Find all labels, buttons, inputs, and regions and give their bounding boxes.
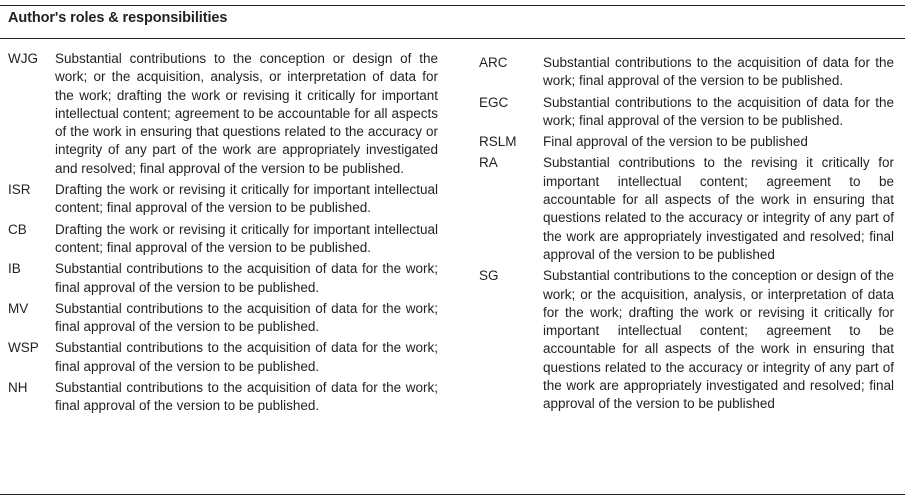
- author-initials: IB: [8, 261, 21, 277]
- author-contribution: Substantial contributions to the acquisition of data for the work; final approval of the version to be published.: [55, 380, 438, 414]
- author-contribution: Drafting the work or revising it critically for important intellectual content; final approval of the version to be published.: [55, 182, 438, 216]
- author-initials: ISR: [8, 182, 31, 198]
- author-contribution: Substantial contributions to the acquisition of data for the work; final approval of the version to be published.: [55, 300, 438, 335]
- author-initials: RA: [479, 155, 498, 171]
- author-initials: ARC: [479, 55, 508, 70]
- left-column: [8, 50, 438, 419]
- author-contribution: Substantial contributions to the acquisition of data for the work; final approval of the version to be published.: [543, 94, 894, 128]
- author-entry-wsp: [8, 339, 438, 376]
- top-rule: [0, 5, 905, 6]
- author-initials: SG: [479, 268, 499, 284]
- author-entry-rslm: [479, 133, 894, 151]
- right-column: [479, 50, 894, 417]
- author-contribution: Substantial contributions to the acquisition of data for the work; final approval of the version to be published.: [55, 261, 438, 295]
- author-entry-ib: [8, 260, 438, 297]
- author-initials: RSLM: [479, 134, 517, 150]
- author-entry-ra: [479, 154, 894, 264]
- section-heading: Author's roles & responsibilities: [8, 10, 228, 26]
- author-entry-isr: [8, 181, 438, 218]
- author-contribution: Substantial contributions to the acquisition of data for the work; final approval of the version to be published.: [55, 340, 438, 374]
- author-initials: WJG: [8, 51, 38, 66]
- author-entry-sg: [479, 267, 894, 413]
- author-entry-egc: [479, 94, 894, 131]
- author-initials: EGC: [479, 94, 509, 110]
- author-contribution: Substantial contributions to the conception or design of the work; or the acquisition, analysis, or interpretation of data for the work; drafting the work or revising it critically for important intellectual content; agreement to be accountable for all aspects of the work in ensuring that questions related to the accuracy or integrity of any part of the work are appropriately investigated and resolved; final approval of the version to be published.: [55, 51, 438, 176]
- author-initials: MV: [8, 300, 29, 316]
- author-entry-nh: [8, 379, 438, 416]
- author-initials: WSP: [8, 340, 39, 356]
- author-entry-wjg: [8, 50, 438, 178]
- author-initials: CB: [8, 221, 27, 237]
- author-entry-cb: [8, 221, 438, 258]
- author-contribution: Drafting the work or revising it critically for important intellectual content; final approval of the version to be published.: [55, 221, 438, 255]
- author-entry-mv: [8, 300, 438, 337]
- heading-rule: [0, 38, 905, 39]
- bottom-rule: [0, 494, 905, 495]
- author-contribution: Substantial contributions to the acquisition of data for the work; final approval of the version to be published.: [543, 55, 894, 89]
- author-contribution: Substantial contributions to the conception or design of the work; or the acquisition, analysis, or interpretation of data for the work; drafting the work or revising it critically for important intellectual content; agreement to be accountable for all aspects of the work in ensuring that questions related to the accuracy or integrity of any part of the work are appropriately investigated and resolved; final approval of the version to be published: [543, 268, 894, 412]
- author-initials: NH: [8, 380, 28, 396]
- author-entry-arc: [479, 54, 894, 91]
- author-contribution: Final approval of the version to be published: [543, 134, 808, 150]
- author-contribution: Substantial contributions to the revising it critically for important intellectual content; agreement to be accountable for all aspects of the work in ensuring that questions related to the accuracy or integrity of any part of the work are appropriately investigated and resolved; final approval of the version to be published: [543, 155, 894, 262]
